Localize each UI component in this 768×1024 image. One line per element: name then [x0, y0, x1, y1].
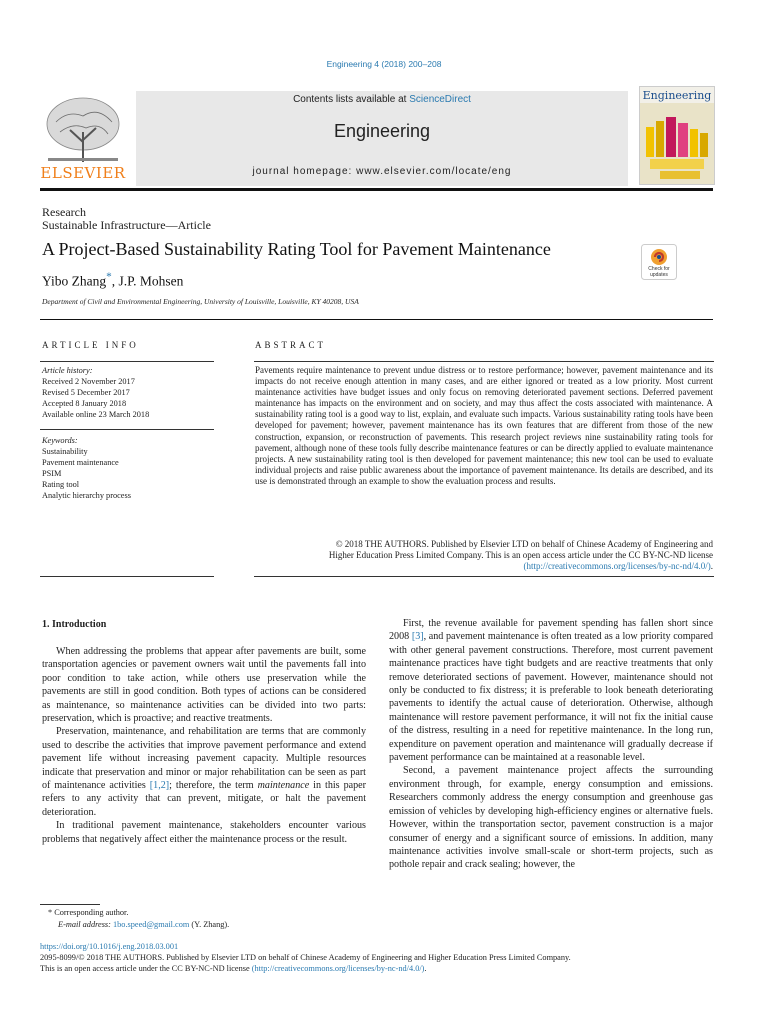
history-item: Available online 23 March 2018	[42, 410, 150, 419]
body-column-right	[389, 617, 713, 872]
footnote-text: Corresponding author.	[54, 908, 129, 917]
check-updates-label: Check for updates	[648, 266, 670, 278]
keywords	[42, 435, 214, 501]
open-access-line: This is an open access article under the CC BY-NC-ND license (http://creativecommons.org/licenses/by-nc-nd/4.0/).	[40, 964, 427, 974]
citation-link[interactable]: [1,2]	[149, 780, 170, 792]
email-owner: (Y. Zhang).	[189, 919, 230, 929]
divider	[40, 576, 214, 577]
article-section: Research	[42, 205, 86, 219]
contents-line: Contents lists available at ScienceDirect	[293, 94, 471, 105]
keyword: Analytic hierarchy process	[42, 491, 131, 500]
divider	[254, 576, 714, 577]
punctuation: .	[710, 561, 713, 572]
article-title: A Project-Based Sustainability Rating Tool for Pavement Maintenance	[42, 239, 551, 259]
author-name: Yibo Zhang	[42, 273, 107, 289]
paragraph: Preservation, maintenance, and rehabilitation are terms that are commonly used to describe the activities that improve pavement performance and extend pavement life without increasing pavement capacity. Multiple resources indicate that preservation and minor or major rehabilitation can be seen as part of maintenance activities [1,2]; therefore, the term maintenance in this paper refers to any activity that can prevent, mitigate, or halt the pavement deterioration.	[42, 726, 366, 818]
article-info-heading: ARTICLE INFO	[42, 340, 139, 350]
divider	[254, 361, 714, 362]
section-rule	[40, 319, 713, 320]
author-affiliation: Department of Civil and Environmental Engineering, University of Louisville, Louisville, KY 40208, USA	[42, 297, 359, 306]
abstract-heading: ABSTRACT	[255, 340, 327, 350]
issn-line: 2095-8099/© 2018 THE AUTHORS. Published by Elsevier LTD on behalf of Chinese Academy of Engineering and Higher Education Press Limited Company.	[40, 953, 571, 963]
citation-link[interactable]: [3]	[411, 631, 424, 643]
elsevier-wordmark: ELSEVIER	[40, 164, 126, 182]
history-label: Article history:	[42, 366, 93, 375]
header-rule	[40, 188, 713, 191]
history-item: Accepted 8 January 2018	[42, 399, 127, 408]
abstract-text: Pavements require maintenance to prevent undue distress or to restore performance; however, pavement maintenance and its impacts do not receive enough attention in many cases, and are either ignored or treated as a low priority. Most current maintenance activities have budget issues and only focus on removing deteriorated pavement sections. Deferred pavement maintenance has impacts on the environment and on society, and may thus affect the costs associated with maintenance. A sustainability rating tool is a good way to list, explain, and evaluate such impacts. Various sustainability rating tools have been developed for pavement; however, pavement maintenance has its own features that are different from those of the new construction, expansion, or reconstruction of pavements. This research project reviews nine sustainability rating tools for pavement, although none of these tools fully describe maintenance features or can be directly applied to evaluate maintenance projects. A new sustainability rating tool is then developed for pavement maintenance; this new tool can be used to evaluate individual projects and raise public awareness about the importance of pavement maintenance. Its details are described, and its use is demonstrated through an example to show the evaluation process and results.	[255, 365, 713, 486]
email-link[interactable]: 1bo.speed@gmail.com	[113, 919, 190, 929]
footnote	[42, 907, 366, 930]
license-link[interactable]: (http://creativecommons.org/licenses/by-nc-nd/4.0/)	[251, 964, 425, 974]
author-name: , J.P. Mohsen	[111, 273, 184, 289]
journal-reference[interactable]: Engineering 4 (2018) 200–208	[326, 59, 442, 69]
corresponding-author-mark[interactable]: *	[106, 271, 112, 283]
sciencedirect-link[interactable]: ScienceDirect	[409, 94, 471, 105]
copyright-line: © 2018 THE AUTHORS. Published by Elsevier LTD on behalf of Chinese Academy of Engineering and	[335, 539, 713, 549]
keyword: Sustainability	[42, 447, 88, 456]
keyword: PSIM	[42, 469, 62, 478]
paragraph: Second, a pavement maintenance project affects the surrounding environment through, for example, energy consumption and emissions. Researchers commonly address the energy consumption and greenhouse gas emission of vehicles by developing high-efficiency engines or alternative fuels. However, within the transportation sector, pavement construction is a major consumer of energy and a significant source of emissions. In addition, many maintenance activities involve small-scale or short-term projects, such as pothole repair and crack sealing; however, the	[389, 765, 713, 871]
introduction-heading: 1. Introduction	[42, 619, 107, 630]
publication-info	[40, 941, 720, 975]
copyright-line: Higher Education Press Limited Company. This is an open access article under the CC BY-NC-ND license	[328, 550, 713, 561]
cover-title: Engineering	[642, 89, 712, 102]
journal-cover-image	[639, 86, 715, 185]
author-list	[42, 271, 183, 290]
check-for-updates-button[interactable]	[641, 244, 677, 280]
history-item: Received 2 November 2017	[42, 377, 135, 386]
cover-artwork	[640, 87, 714, 184]
divider	[40, 361, 214, 362]
footnote-mark: *	[48, 908, 53, 917]
body-column-left	[42, 645, 366, 846]
journal-name: Engineering	[333, 121, 431, 141]
keyword: Rating tool	[42, 480, 80, 489]
footnote-rule	[40, 904, 100, 905]
paragraph: When addressing the problems that appear after pavements are built, some transportation agencies or pavement owners wait until the pavements fall into poor condition to take action, while others use preservation while the pavements are still in good condition. Both types of actions can be considered as maintenance, so maintenance activities can be divided into two parts: preservation, which is proactive; and reactive treatments.	[42, 646, 366, 725]
paragraph: First, the revenue available for pavement spending has fallen short since 2008 [3], and pavement maintenance is often treated as a low priority compared with other general pavement constructions. Therefore, most current pavement maintenance practices have tight budgets and are reactive treatments that only remove deteriorated sections of pavement. However, maintenance should not only be conducted to fix distress; it is preferable to look beneath deteriorating pavements to identify the actual cause of deterioration. Otherwise, although maintenance will restore pavement performance, it will not fix the initial cause of the distress, resulting in a need for repetitive maintenance. In the long run, expenditure on pavement operation and maintenance will gradually decrease if pavement performance can be maintained at a reasonable level.	[389, 618, 713, 764]
history-item: Revised 5 December 2017	[42, 388, 130, 397]
article-history	[42, 365, 214, 420]
abstract-copyright	[255, 539, 713, 572]
divider	[40, 429, 214, 430]
license-link[interactable]: (http://creativecommons.org/licenses/by-nc-nd/4.0/)	[523, 561, 711, 572]
email-label: E-mail address:	[58, 919, 113, 929]
keyword: Pavement maintenance	[42, 458, 119, 467]
doi-link[interactable]: https://doi.org/10.1016/j.eng.2018.03.001	[40, 942, 179, 951]
keywords-label: Keywords:	[42, 436, 78, 445]
journal-homepage[interactable]: journal homepage: www.elsevier.com/locate/eng	[252, 166, 512, 177]
paragraph: In traditional pavement maintenance, stakeholders encounter various problems that negatively affect either the maintenance process or the result.	[42, 820, 366, 845]
article-subsection: Sustainable Infrastructure—Article	[42, 218, 211, 232]
